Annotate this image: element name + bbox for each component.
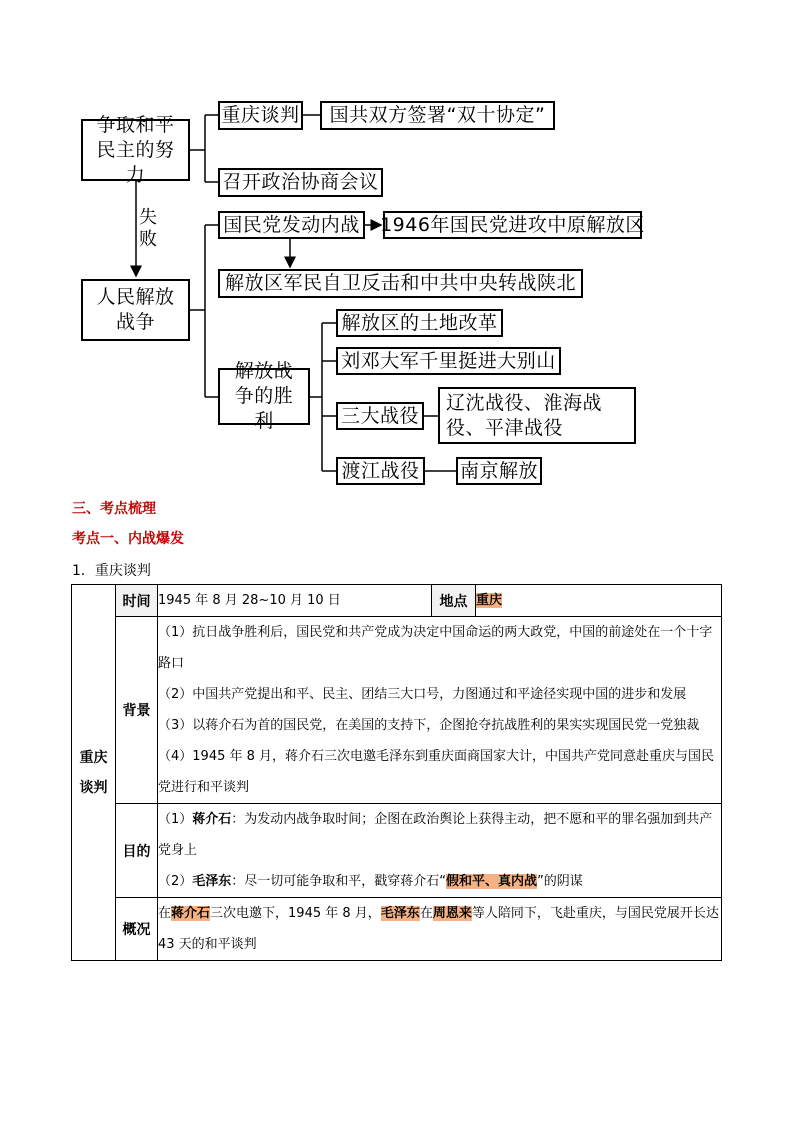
node-three-campaigns-list: 辽沈战役、淮海战役、平津战役: [438, 387, 636, 444]
purpose-2-end: ”的阴谋: [537, 874, 583, 889]
overview-label: 概况: [116, 898, 158, 961]
time-label: 时间: [116, 585, 158, 617]
table-main-header: [72, 585, 116, 961]
time-value: 1945 年 8 月 28~10 月 10 日: [158, 585, 432, 617]
node-double-ten-agreement: 国共双方签署“双十协定”: [320, 101, 555, 130]
background-4: （4）1945 年 8 月，蒋介石三次电邀毛泽东到重庆面商国家大计，中国共产党同意赴重庆与国民党进行和平谈判: [158, 749, 715, 795]
purpose-2-prefix: （2）: [158, 874, 193, 889]
purpose-2-text: ：尽一切可能争取和平，戳穿蒋介石“: [231, 874, 447, 889]
node-chongqing-talks: 重庆谈判: [218, 101, 303, 130]
mind-map: [0, 0, 794, 500]
chongqing-talks-table: [71, 584, 722, 961]
node-nanjing-liberation: 南京解放: [456, 457, 542, 485]
background-label: 背景: [116, 617, 158, 804]
background-2: （2）中国共产党提出和平、民主、团结三大口号，力图通过和平途径实现中国的进步和发展: [158, 687, 687, 702]
purpose-2: [158, 866, 721, 897]
background-3: （3）以蒋介石为首的国民党，在美国的支持下，企图抢夺抗战胜利的果实实现国民党一党独裁: [158, 718, 700, 733]
table-row: [72, 898, 722, 961]
purpose-content: [158, 804, 722, 898]
overview-part-1: 在: [158, 906, 172, 921]
purpose-label: 目的: [116, 804, 158, 898]
node-land-reform: 解放区的土地改革: [336, 309, 503, 337]
node-liberation-war: 人民解放战争: [81, 279, 190, 341]
table-row: [72, 804, 722, 898]
fail-label: 失败: [139, 207, 157, 250]
node-counterattack: 解放区军民自卫反击和中共中央转战陕北: [218, 269, 583, 298]
overview-content: [158, 898, 722, 961]
point-title: 考点一、内战爆发: [72, 531, 184, 547]
node-three-campaigns: 三大战役: [336, 402, 424, 430]
overview-highlight-zhou: 周恩来: [432, 906, 472, 921]
background-1: （1）抗日战争胜利后，国民党和共产党成为决定中国命运的两大政党，中国的前途处在一个十字路口: [158, 625, 713, 671]
table-row: [72, 617, 722, 804]
overview-highlight-chiang: 蒋介石: [171, 906, 211, 921]
background-content: [158, 617, 722, 804]
place-label: 地点: [432, 585, 476, 617]
purpose-1-name: 蒋介石: [192, 812, 232, 827]
node-war-victory: 解放战争的胜利: [218, 368, 310, 425]
node-river-crossing: 渡江战役: [336, 457, 425, 485]
node-peace-effort: 争取和平民主的努力: [81, 119, 190, 181]
purpose-1-prefix: （1）: [158, 812, 193, 827]
purpose-1: [158, 804, 721, 866]
item-title: 1．重庆谈判: [72, 563, 151, 579]
node-kmt-civil-war: 国民党发动内战: [218, 211, 365, 239]
purpose-1-text: ：为发动内战争取时间；企图在政治舆论上获得主动，把不愿和平的罪名强加到共产党身上: [158, 812, 713, 858]
table-row: [72, 585, 722, 617]
main-header-text: 重庆谈判: [79, 749, 108, 796]
node-1946-attack: 1946年国民党进攻中原解放区: [383, 211, 642, 239]
section-title: 三、考点梳理: [72, 501, 156, 517]
overview-part-2: 三次电邀下，1945 年 8 月，: [210, 906, 381, 921]
purpose-2-highlight: 假和平、真内战: [446, 874, 538, 889]
overview-highlight-mao: 毛泽东: [380, 906, 420, 921]
node-pcc: 召开政治协商会议: [218, 168, 383, 197]
overview-part-3: 在: [419, 906, 433, 921]
node-liudeng-army: 刘邓大军千里挺进大别山: [336, 347, 561, 375]
purpose-2-name: 毛泽东: [192, 874, 232, 889]
overview-part-4: 等人陪同下，飞赴重庆，与国民党展开长达 43 天的和平谈判: [158, 906, 719, 952]
place-value: 重庆: [476, 592, 503, 608]
place-value-cell: [476, 585, 722, 617]
